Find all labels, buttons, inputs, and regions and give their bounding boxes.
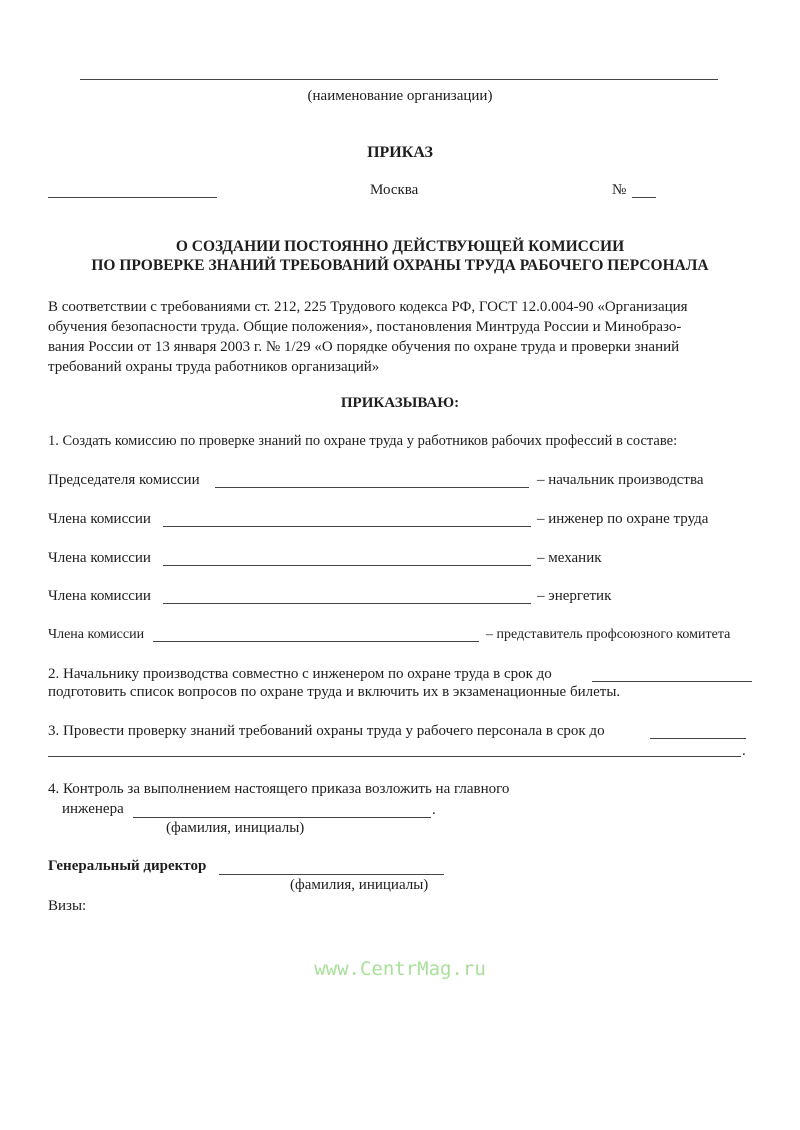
date-line — [48, 197, 217, 198]
item1-text: 1. Создать комиссию по проверке знаний по охране труда у работников рабочих профессий в составе: — [48, 433, 678, 449]
member-role: Члена комиссии — [48, 588, 151, 604]
member-role: Члена комиссии — [48, 511, 151, 527]
member-position: – начальник производства — [537, 472, 704, 488]
order-word: ПРИКАЗЫВАЮ: — [340, 395, 460, 411]
member-position: – представитель профсоюзного комитета — [486, 627, 731, 642]
doc-title-line2: ПО ПРОВЕРКЕ ЗНАНИЙ ТРЕБОВАНИЙ ОХРАНЫ ТРУДА РАБОЧЕГО ПЕРСОНАЛА — [91, 257, 709, 274]
org-name-caption: (наименование организации) — [307, 88, 493, 104]
member-position: – инженер по охране труда — [537, 511, 709, 527]
item4-line1: 4. Контроль за выполнением настоящего приказа возложить на главного — [48, 781, 510, 797]
city: Москва — [370, 182, 419, 198]
org-name-line — [80, 79, 718, 80]
item3-end-period: . — [742, 743, 746, 759]
member-name-line — [163, 526, 531, 527]
item4-caption: (фамилия, инициалы) — [166, 820, 305, 836]
signature-label: Генеральный директор — [48, 858, 207, 874]
item3-line1: 3. Провести проверку знаний требований охраны труда у рабочего персонала в срок до — [48, 723, 605, 739]
preamble-line3: вания России от 13 января 2003 г. № 1/29 «О порядке обучения по охране труда и проверки знаний — [48, 339, 680, 355]
number-label: № — [612, 182, 627, 198]
preamble-line2: обучения безопасности труда. Общие положения», постановления Минтруда России и Минобразо- — [48, 319, 682, 335]
member-position: – механик — [537, 550, 602, 566]
preamble-line1: В соответствии с требованиями ст. 212, 225 Трудового кодекса РФ, ГОСТ 12.0.004-90 «Организация — [48, 299, 688, 315]
member-name-line — [163, 603, 531, 604]
watermark: www.CentrMag.ru — [314, 958, 486, 980]
item2-line2: подготовить список вопросов по охране труда и включить их в экзаменационные билеты. — [48, 684, 621, 700]
item4-end-period: . — [432, 802, 436, 818]
preamble-line4: требований охраны труда работников организаций» — [48, 359, 380, 375]
item3-continuation-line — [48, 756, 741, 757]
member-role: Председателя комиссии — [48, 472, 200, 488]
visas-label: Визы: — [48, 898, 87, 914]
item3-deadline-line — [650, 738, 746, 739]
member-role: Члена комиссии — [48, 550, 151, 566]
member-name-line — [215, 487, 529, 488]
doc-title-line1: О СОЗДАНИИ ПОСТОЯННО ДЕЙСТВУЮЩЕЙ КОМИССИИ — [175, 238, 625, 255]
member-name-line — [153, 641, 479, 642]
item2-line1: 2. Начальнику производства совместно с инженером по охране труда в срок до — [48, 666, 552, 682]
doc-type: ПРИКАЗ — [367, 144, 433, 161]
number-line — [632, 197, 656, 198]
signature-caption: (фамилия, инициалы) — [290, 877, 429, 893]
item4-line2: инженера — [62, 801, 124, 817]
member-name-line — [163, 565, 531, 566]
member-role: Члена комиссии — [48, 627, 145, 642]
member-position: – энергетик — [537, 588, 612, 604]
